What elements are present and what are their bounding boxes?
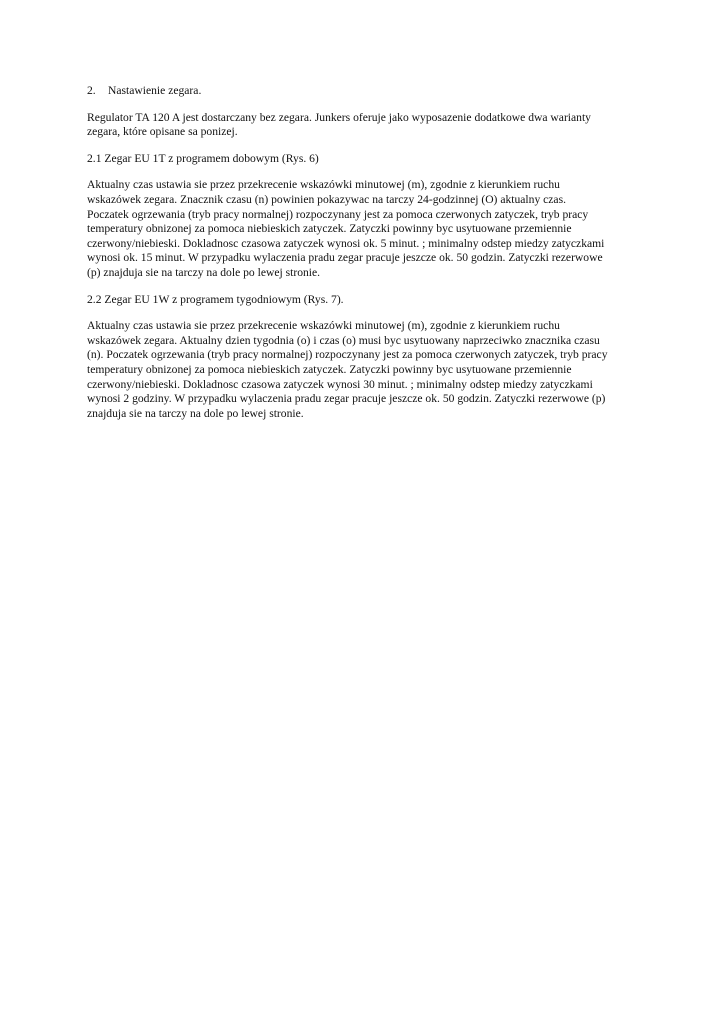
paragraph-line: znajduja sie na tarczy na dole po lewej stronie. bbox=[87, 406, 304, 420]
intro-paragraph bbox=[87, 111, 647, 140]
paragraph-line: zegara, które opisane sa ponizej. bbox=[87, 125, 238, 139]
paragraph-line: temperatury obnizonej za pomoca niebieskich zatyczek. Zatyczki powinny byc usytuowane przemiennie bbox=[87, 362, 572, 376]
paragraph-line: temperatury obnizonej za pomoca niebieskich zatyczek. Zatyczki powinny byc usytuowane przemiennie bbox=[87, 222, 572, 236]
paragraph-line: czerwony/niebieski. Dokladnosc czasowa zatyczek wynosi ok. 5 minut. ; minimalny odstep miedzy zatyczkami bbox=[87, 236, 605, 250]
paragraph-line: Aktualny czas ustawia sie przez przekrecenie wskazówki minutowej (m), zgodnie z kierunkiem ruchu bbox=[87, 178, 560, 192]
section-2-2-heading: 2.2 Zegar EU 1W z programem tygodniowym (Rys. 7). bbox=[87, 292, 344, 306]
paragraph-line: Poczatek ogrzewania (tryb pracy normalnej) rozpoczynany jest za pomoca czerwonych zatyczek, tryb pracy bbox=[87, 207, 589, 221]
paragraph-line: wynosi 2 godziny. W przypadku wylaczenia pradu zegar pracuje jeszcze ok. 50 godzin. Zatyczki rezerwowe (p) bbox=[87, 392, 606, 406]
paragraph-line: wskazówek zegara. Aktualny dzien tygodnia (o) i czas (o) musi byc usytuowany naprzeciwko znacznika czasu bbox=[87, 333, 600, 347]
section-2-heading bbox=[87, 84, 647, 99]
document-page bbox=[87, 84, 647, 421]
paragraph-line: (p) znajduja sie na tarczy na dole po lewej stronie. bbox=[87, 265, 321, 279]
section-2-1-heading: 2.1 Zegar EU 1T z programem dobowym (Rys. 6) bbox=[87, 151, 319, 165]
paragraph-line: czerwony/niebieski. Dokladnosc czasowa zatyczek wynosi 30 minut. ; minimalny odstep miedzy zatyczkami bbox=[87, 377, 593, 391]
paragraph-line: Regulator TA 120 A jest dostarczany bez zegara. Junkers oferuje jako wyposazenie dodatkowe dwa warianty bbox=[87, 110, 591, 124]
paragraph-line: wynosi ok. 15 minut. W przypadku wylaczenia pradu zegar pracuje jeszcze ok. 50 godzin. Zatyczki rezerwowe bbox=[87, 251, 603, 265]
section-2-1-paragraph bbox=[87, 178, 647, 280]
paragraph-line: Aktualny czas ustawia sie przez przekrecenie wskazówki minutowej (m), zgodnie z kierunkiem ruchu bbox=[87, 319, 560, 333]
paragraph-line: wskazówek zegara. Znacznik czasu (n) powinien pokazywac na tarczy 24-godzinnej (O) aktualny czas. bbox=[87, 192, 566, 206]
paragraph-line: (n). Poczatek ogrzewania (tryb pracy normalnej) rozpoczynany jest za pomoca czerwonych zatyczek, tryb pracy bbox=[87, 348, 608, 362]
section-2-number: 2. bbox=[87, 84, 96, 97]
section-2-2-paragraph bbox=[87, 319, 647, 421]
section-2-title: Nastawienie zegara. bbox=[108, 84, 202, 97]
